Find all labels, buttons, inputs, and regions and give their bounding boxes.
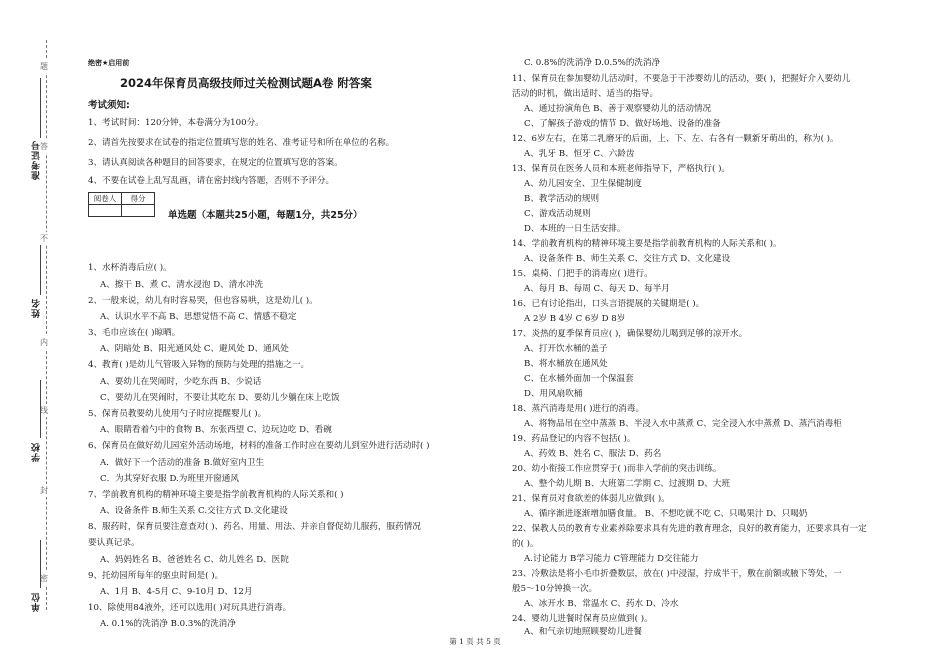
- option-line: A．做好下一个活动的准备 B.做好室内卫生: [100, 458, 265, 468]
- question-line: 16、已有讨论指出，口头言语提展的关键期是( )。: [512, 299, 705, 309]
- notice-heading: 考试须知:: [88, 100, 130, 111]
- question-line: 11、保育员在参加婴幼儿活动时，不要急于干涉婴幼儿的活动，要( )，把握好介入要幼儿: [512, 74, 851, 84]
- option-line: D、本班的一日生活安排。: [524, 224, 626, 234]
- question-line: 3、毛巾应该在( )晾晒。: [88, 328, 181, 338]
- question-line: 12、6岁左右，在第二乳磨牙的后面，上、下、左、右各有一颗新牙萌出的，称为( )。: [512, 134, 839, 144]
- question-line: 17、炎热的夏季保育员应( )，确保婴幼儿喝到足够的凉开水。: [512, 329, 748, 339]
- section-heading: 单选题（本题共25小题，每题1分，共25分）: [168, 210, 363, 221]
- option-line: A、幼儿园安全、卫生保健制度: [524, 179, 642, 189]
- option-line: A、打开饮水桶的盖子: [524, 344, 608, 354]
- question-line: 9、托幼园所每年的驱虫时间是( )。: [88, 571, 224, 581]
- question-line: 7、学前教育机构的精神环境主要是指学前教育机构的人际关系和( ): [88, 490, 344, 500]
- question-line: 要认真记录。: [88, 538, 140, 548]
- seal-char: 封: [40, 486, 48, 495]
- exam-number-line: [40, 78, 41, 138]
- school-line: [40, 380, 41, 438]
- option-line: A.讨论能力 B学习能力 C管理能力 D交往能力: [524, 554, 699, 564]
- option-line: A、乳牙 B、恒牙 C、六龄齿: [524, 149, 635, 159]
- option-line: A、妈妈姓名 B、爸爸姓名 C、幼儿姓名 D、医院: [100, 555, 289, 565]
- seal-dashed-line: [46, 40, 47, 610]
- question-line: 18、蒸汽消毒是用( )进行的消毒。: [512, 404, 645, 414]
- option-line: A、设备条件 B、师生关系 C、交往方式 D、文化建设: [524, 254, 731, 264]
- question-line: 般5～10分钟换一次。: [512, 584, 598, 594]
- option-line: C. 0.8%的洗消净 D.0.5%的洗消净: [524, 58, 661, 68]
- option-line: C、游戏活动规则: [524, 209, 591, 219]
- reviewer-cell: [89, 205, 122, 217]
- question-line: 8、服药时，保育员要注意查对( )、药名、用量、用法、并亲自督促幼儿服药，服药情况: [88, 522, 421, 532]
- score-header: 得分: [122, 193, 155, 205]
- question-line: 活动的时机，做出适时、适当的指导。: [512, 89, 659, 99]
- seal-char: 不: [40, 234, 48, 243]
- option-line: B、教学活动的规则: [524, 194, 600, 204]
- question-line: 13、保育员在医务人员和本班老师指导下，严格执行( )。: [512, 164, 731, 174]
- option-line: A、将物品吊在空中蒸蒸 B、半浸入水中蒸煮 C、完全浸入水中蒸煮 D、蒸汽消毒柜: [524, 419, 842, 429]
- option-line: A、阴暗处 B、阳光通风处 C、避风处 D、通风处: [100, 344, 289, 354]
- unit-label: 单位: [32, 592, 42, 612]
- option-line: A、擦干 B、煮 C、清水浸泡 D、清水冲洗: [100, 280, 264, 290]
- question-line: 4、教育( )是幼儿气管吸入异物的预防与处理的措施之一。: [88, 360, 310, 370]
- option-line: A 2岁 B 4岁 C 6岁 D 8岁: [524, 314, 626, 324]
- name-label: 姓名: [32, 298, 42, 318]
- notice-line: 3、请认真阅读各种题目的回答要求，在规定的位置填写您的答案。: [88, 158, 343, 168]
- option-line: A、设备条件 B.师生关系 C.交往方式 D.文化建设: [100, 506, 288, 516]
- secret-mark: 绝密★启用前: [88, 59, 130, 67]
- option-line: A、循序渐进逐渐增加膳食量。 B、不想吃就不吃 C、只喝果汁 D、只喝奶: [524, 509, 808, 519]
- option-line: C、要幼儿在哭闹时，不要让其吃东 D、要幼儿少躺在床上吃饭: [100, 393, 340, 403]
- option-line: A、每月 B、每周 C、每天 D、每半月: [524, 284, 670, 294]
- notice-line: 2、请首先按要求在试卷的指定位置填写您的姓名、准考证号和所在单位的名称。: [88, 138, 395, 148]
- seal-char: 答: [40, 142, 48, 151]
- option-line: B、将水桶放在通风处: [524, 359, 608, 369]
- question-line: 1、水杯消毒后应( )。: [88, 263, 172, 273]
- question-line: 23、冷敷法是将小毛巾折叠数层，放在( )中浸湿，拧成半干，敷在前额或腋下等处，一: [512, 569, 842, 579]
- question-line: 21、保育员对食欲差的体弱儿应做到( )。: [512, 494, 670, 504]
- page-title: 2024年保育员高级技师过关检测试题A卷 附答案: [120, 76, 372, 90]
- name-line: [40, 245, 41, 295]
- option-line: A、眼睛看着勺中的食物 B、东张西望 C、边玩边吃 D、看碗: [100, 425, 332, 435]
- binding-margin: [0, 0, 62, 671]
- seal-char: 内: [40, 338, 48, 347]
- question-line: 10、除使用84液外，还可以选用( )对玩具进行消毒。: [88, 603, 292, 613]
- option-line: D、用风扇吹桶: [524, 389, 583, 399]
- notice-line: 4、不要在试卷上乱写乱画，请在密封线内答题，否则不予评分。: [88, 176, 335, 186]
- option-line: C、在水桶外面加一个保温套: [524, 374, 634, 384]
- option-line: C．为其穿好衣服 D.为班里开窗通风: [100, 474, 239, 484]
- option-line: A、要幼儿在哭闹时，少吃东西 B、少说话: [100, 377, 262, 387]
- score-table: [88, 192, 155, 217]
- unit-line: [40, 540, 41, 588]
- option-line: A. 0.1%的洗消净 B.0.3%的洗消净: [100, 619, 236, 629]
- exam-number-label: 准考证号: [32, 140, 42, 180]
- option-line: A、和气亲切地照顾婴幼儿进餐: [524, 627, 642, 637]
- question-line: 20、幼小衔接工作应贯穿于( )而非入学前的突击训练。: [512, 464, 722, 474]
- question-line: 2、一般来说，幼儿有时容易哭，但也容易哄，这是幼儿( )。: [88, 296, 318, 306]
- question-line: 14、学前教育机构的精神环境主要是指学前教育机构的人际关系和( )。: [512, 239, 782, 249]
- question-line: 6、保育员在做好幼儿园室外活动场地，材料的准备工作时应在要幼儿到室外进行活动时( ): [88, 441, 430, 451]
- question-line: 19、药品登记的内容不包括( )。: [512, 434, 636, 444]
- seal-char: 密: [40, 574, 48, 583]
- seal-char: 线: [40, 406, 48, 415]
- option-line: A、认识水平不高 B、思想觉悟不高 C、情感不稳定: [100, 312, 297, 322]
- option-line: A、通过扮演角色 B、善于观察婴幼儿的活动情况: [524, 104, 712, 114]
- question-line: 的( )。: [512, 539, 539, 549]
- reviewer-header: 阅卷人: [89, 193, 122, 205]
- option-line: A、整个幼儿期 B、大班第二学期 C、过渡期 D、大班: [524, 479, 731, 489]
- option-line: A、药效 B、姓名 C、服法 D、药名: [524, 449, 662, 459]
- option-line: A、1月 B、4-5月 C、9-10月 D、12月: [100, 587, 253, 597]
- question-line: 5、保育员教要幼儿使用勺子时应提醒婴儿( )。: [88, 409, 267, 419]
- page-footer: 第 1 页 共 5 页: [449, 637, 501, 646]
- notice-line: 1、考试时间：120分钟，本卷满分为100分。: [88, 118, 264, 128]
- question-line: 22、保教人员的教育专业素养除要求具有先进的教育理念，良好的教育能力，还要求具有一定: [512, 524, 867, 534]
- school-label: 学校: [32, 442, 42, 462]
- seal-char: 题: [40, 62, 48, 71]
- score-cell: [122, 205, 155, 217]
- question-line: 24、婴幼儿进餐时保育员应做到( )。: [512, 614, 653, 624]
- option-line: C、了解孩子游戏的情节 D、做好场地、设备的准备: [524, 119, 721, 129]
- question-line: 15、桌椅、门把手的消毒应( )进行。: [512, 269, 653, 279]
- option-line: A、冰开水 B、常温水 C、药水 D、冷水: [524, 599, 679, 609]
